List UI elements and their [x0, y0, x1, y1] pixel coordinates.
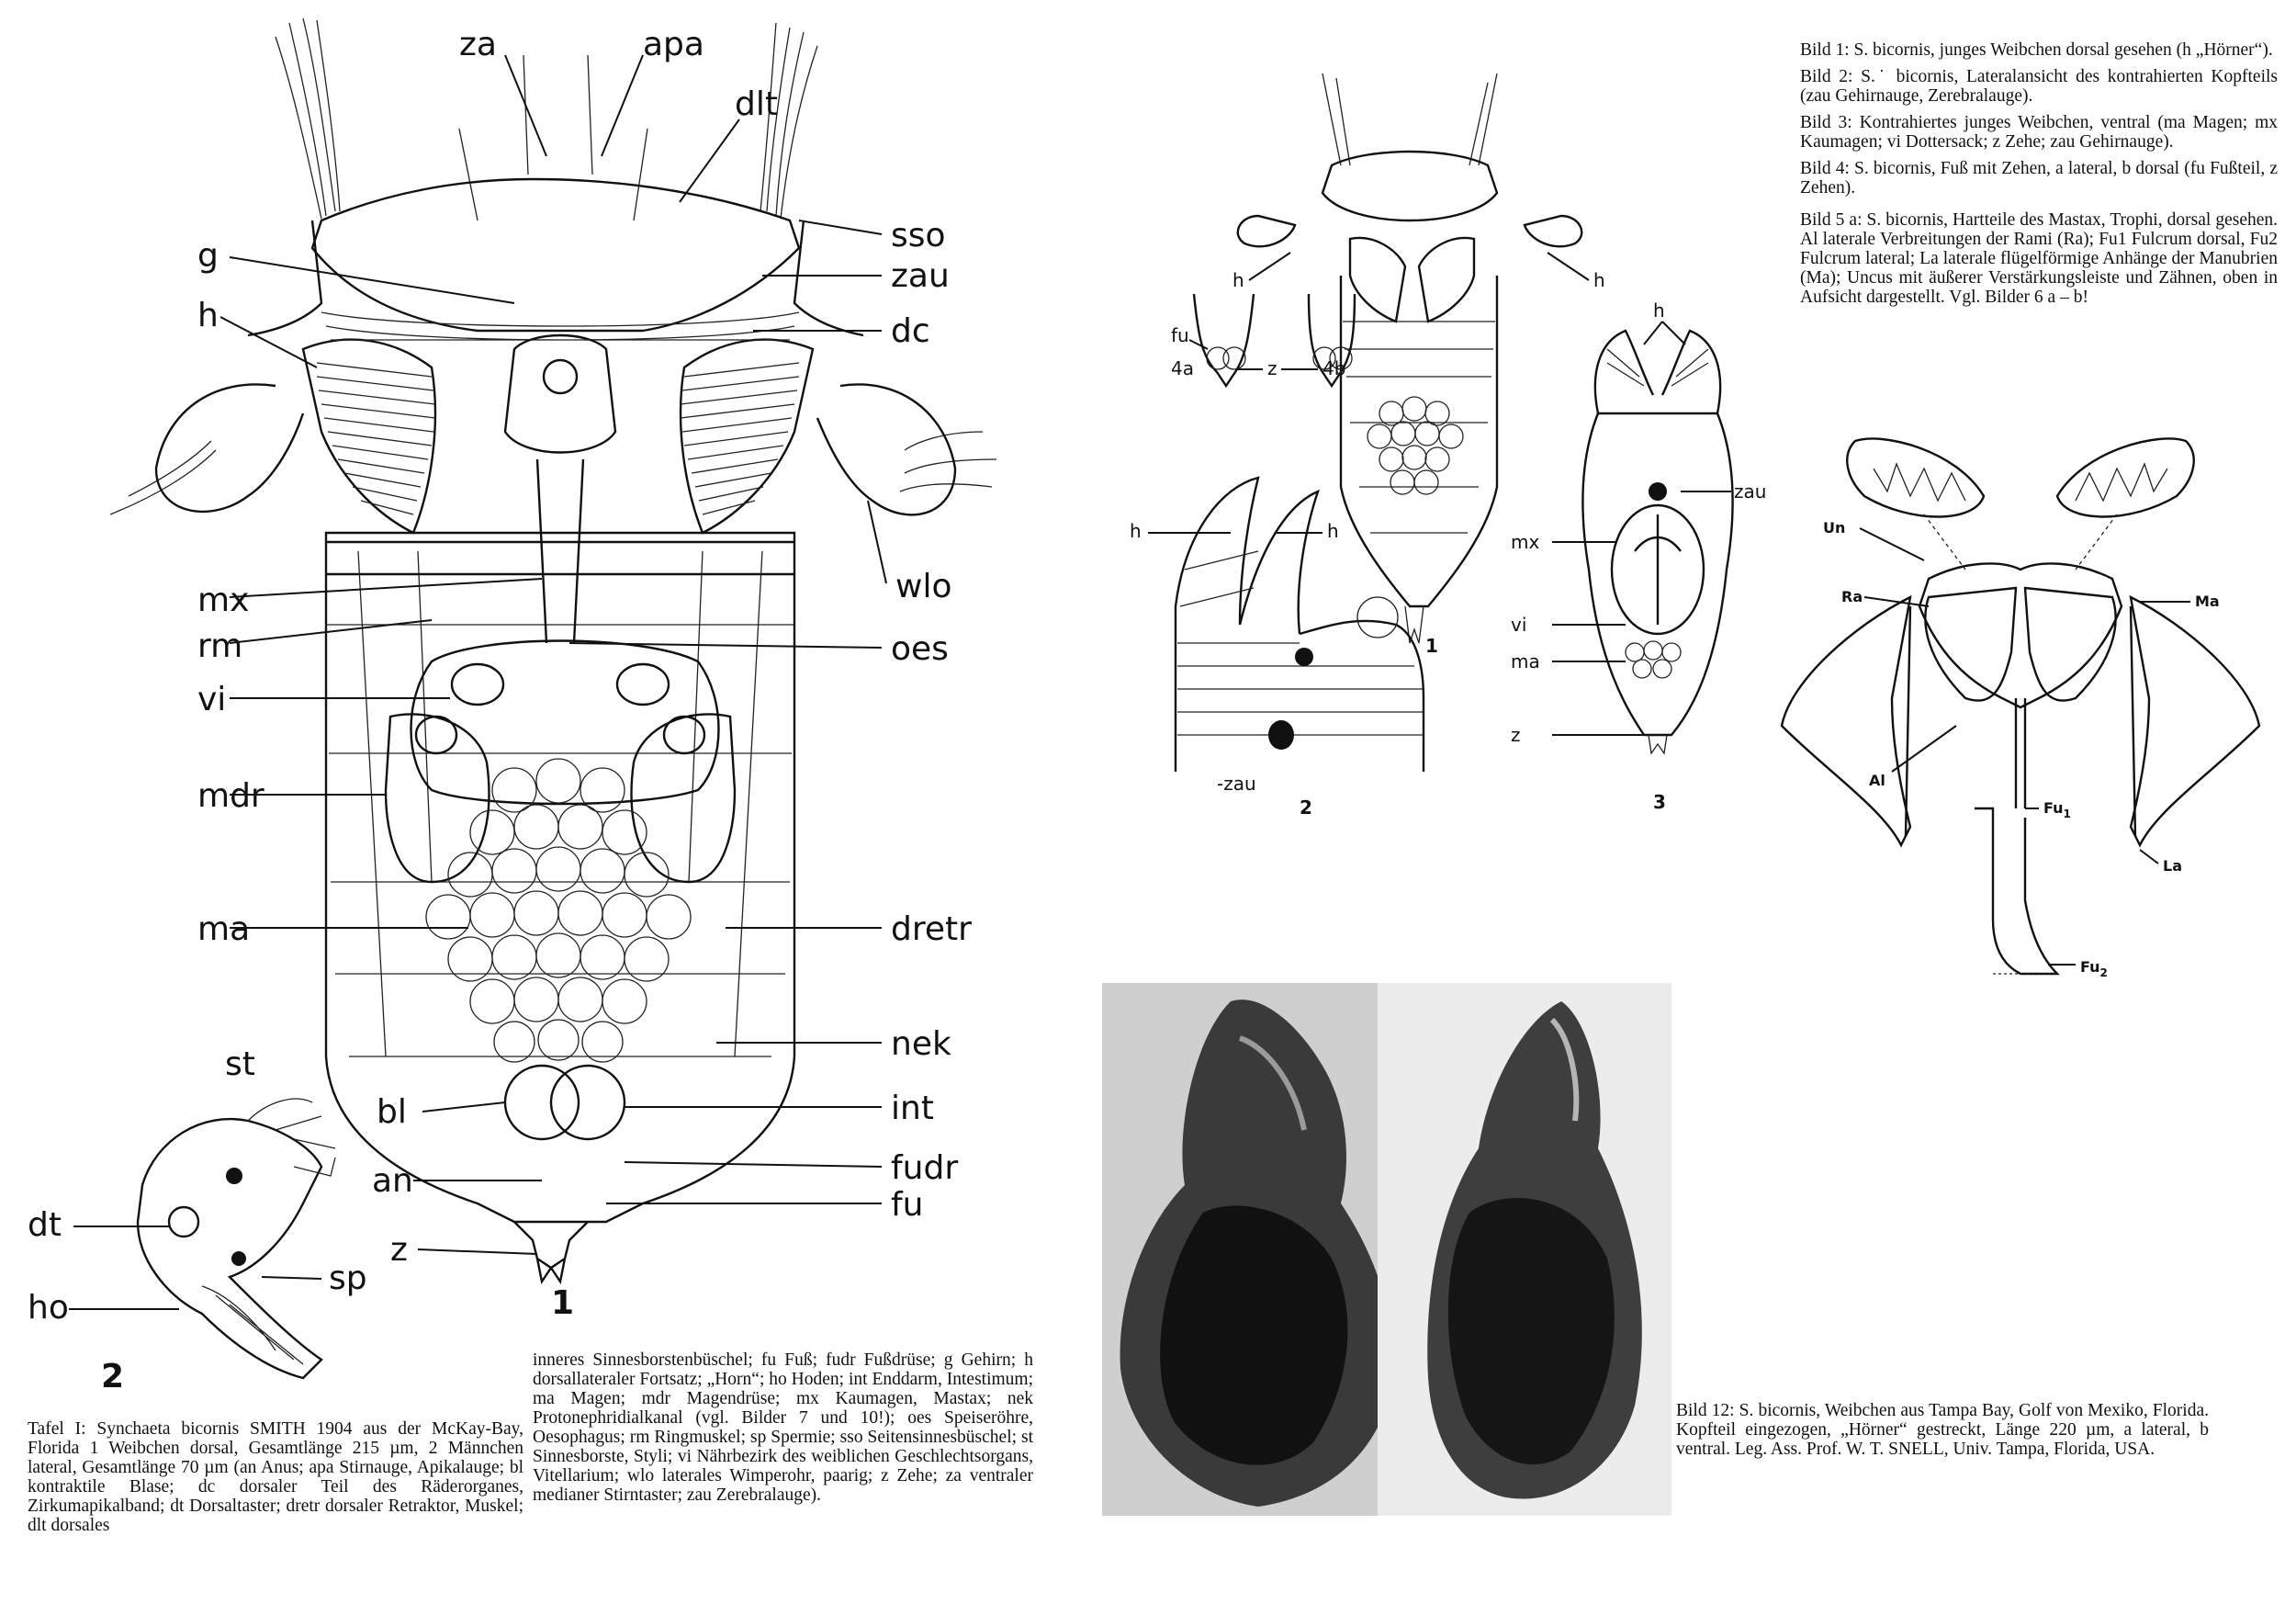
label-Fu1: $Fu_1$ [2043, 799, 2071, 820]
bild-captions [1800, 40, 2278, 314]
label-wlo: wlo [895, 568, 952, 605]
fig1-number: 1 [1425, 635, 1438, 657]
label-g: g [197, 237, 219, 275]
label-rm: rm [197, 627, 243, 665]
label-fig3-vi: vi [1511, 614, 1527, 636]
label-fig4-a: 4a [1171, 357, 1194, 379]
label-fig4-fu: fu [1171, 324, 1189, 346]
label-mx: mx [197, 582, 250, 619]
label-an: an [372, 1162, 413, 1200]
label-fig2-zau: -zau [1217, 773, 1256, 795]
caption-bild-5a: Bild 5 a: S. bicornis, Hartteile des Mastax, Trophi, dorsal gesehen. Al laterale Verbreitungen der Rami (Ra); Fu1 Fulcrum dorsal, Fu2 Fulcrum lateral; La laterale flügelförmige Anhänge der Manubrien (Ma); Uncus mit äußerer Verstärkungsleiste und Zähnen, oben in Aufsicht dargestellt. Vgl. Bilder 6 a – b! [1800, 210, 2278, 307]
label-fig3-ma: ma [1511, 650, 1540, 672]
label-dc: dc [891, 312, 930, 350]
horn-right [681, 340, 813, 533]
label-oes: oes [891, 630, 949, 668]
label-st: st [225, 1045, 255, 1083]
figure-number-2: 2 [101, 1358, 125, 1395]
label-ma: ma [197, 910, 251, 948]
label-fig3-z: z [1511, 724, 1521, 746]
photo-bild12-ventral [1378, 983, 1671, 1516]
label-mdr: mdr [197, 777, 264, 815]
label-sp: sp [329, 1259, 367, 1297]
fig2-drawing [1176, 478, 1424, 772]
caption-bild-2: Bild 2: S.˙ bicornis, Lateralansicht des kontrahierten Kopfteils (zau Gehirnauge, Zerebralauge). [1800, 67, 2278, 106]
label-dretr: dretr [891, 910, 972, 948]
label-bl: bl [377, 1093, 407, 1131]
label-Un: Un [1823, 519, 1846, 537]
caption-bild-3: Bild 3: Kontrahiertes junges Weibchen, ventral (ma Magen; mx Kaumagen; vi Dottersack; z Zehe; zau Gehirnauge). [1800, 113, 2278, 152]
label-fig3-h: h [1653, 299, 1665, 322]
label-zau: zau [891, 257, 950, 295]
label-z: z [390, 1231, 408, 1269]
fig2-number: 2 [1300, 796, 1312, 819]
caption-tafel-part2: inneres Sinnesborstenbüschel; fu Fuß; fudr Fußdrüse; g Gehirn; h dorsallateraler Fortsatz; „Horn“; ho Hoden; int Enddarm, Intestimum; ma Magen; mdr Magendrüse; mx Kaumagen, Mastax; nek Protonephridialkanal (vgl. Bilder 7 und 10!); oes Speiseröhre, Oesophagus; rm Ringmuskel; sp Spermie; sso Seitensinnesbüschel; st Sinnesborste, Styli; vi Nährbezirk des weiblichen Geschlechtsorgans, Vitellarium; wlo laterales Wimperohr, paarig; z Zehe; za ventraler medianer Stirntaster; zau Zerebralauge). [533, 1350, 1033, 1505]
bristles [110, 18, 996, 514]
label-Ma: Ma [2195, 593, 2220, 610]
label-dt: dt [28, 1206, 62, 1244]
label-La: La [2163, 857, 2182, 875]
label-h-left: h [1232, 269, 1244, 291]
label-sso: sso [891, 217, 946, 254]
label-fig3-mx: mx [1511, 531, 1540, 553]
label-fig4-z: z [1267, 357, 1277, 379]
label-fig2-h1: h [1130, 520, 1142, 542]
label-fudr: fudr [891, 1149, 959, 1187]
label-za: za [459, 26, 497, 63]
fig3-number: 3 [1653, 791, 1666, 813]
label-vi: vi [197, 681, 227, 718]
label-int: int [891, 1090, 934, 1127]
label-h: h [197, 297, 219, 334]
label-Ra: Ra [1841, 588, 1863, 605]
label-h-right: h [1593, 269, 1605, 291]
label-ho: ho [28, 1289, 69, 1327]
label-fig3-zau: zau [1734, 480, 1767, 503]
caption-bild-4: Bild 4: S. bicornis, Fuß mit Zehen, a lateral, b dorsal (fu Fußteil, z Zehen). [1800, 159, 2278, 198]
caption-bild-12: Bild 12: S. bicornis, Weibchen aus Tampa Bay, Golf von Mexiko, Florida. Kopfteil eingezogen, „Hörner“ gestreckt, Länge 220 µm, a lateral, b ventral. Leg. Ass. Prof. W. T. SNELL, Univ. Tampa, Florida, USA. [1676, 1401, 2209, 1459]
caption-tafel-part1: Tafel I: Synchaeta bicornis SMITH 1904 aus der McKay-Bay, Florida 1 Weibchen dorsal, Gesamtlänge 215 µm, 2 Männchen lateral, Gesamtlänge 70 µm (an Anus; apa Stirnauge, Apikalauge; bl kontraktile Blase; dc dorsaler Teil des Räderorganes, Zirkumapikalband; dt Dorsaltaster; dretr dorsaler Retraktor, Muskel; dlt dorsales [28, 1419, 523, 1535]
label-fig4-b: 4b [1322, 357, 1346, 379]
label-dlt: dlt [735, 85, 778, 123]
label-Al: Al [1869, 772, 1885, 789]
label-fu: fu [891, 1186, 924, 1224]
plate1-male-drawing [18, 1029, 386, 1415]
horn-left [303, 340, 435, 533]
fig5a-trophi-drawing [1773, 423, 2268, 1011]
label-Fu2: $Fu_2$ [2080, 958, 2108, 979]
label-apa: apa [643, 26, 704, 63]
label-nek: nek [891, 1025, 951, 1063]
caption-bild-1: Bild 1: S. bicornis, junges Weibchen dorsal gesehen (h „Hörner“). [1800, 40, 2273, 60]
photo-ventral-specimen [1378, 983, 1671, 1516]
label-fig2-h2: h [1327, 520, 1339, 542]
figure-number-1: 1 [551, 1284, 575, 1322]
